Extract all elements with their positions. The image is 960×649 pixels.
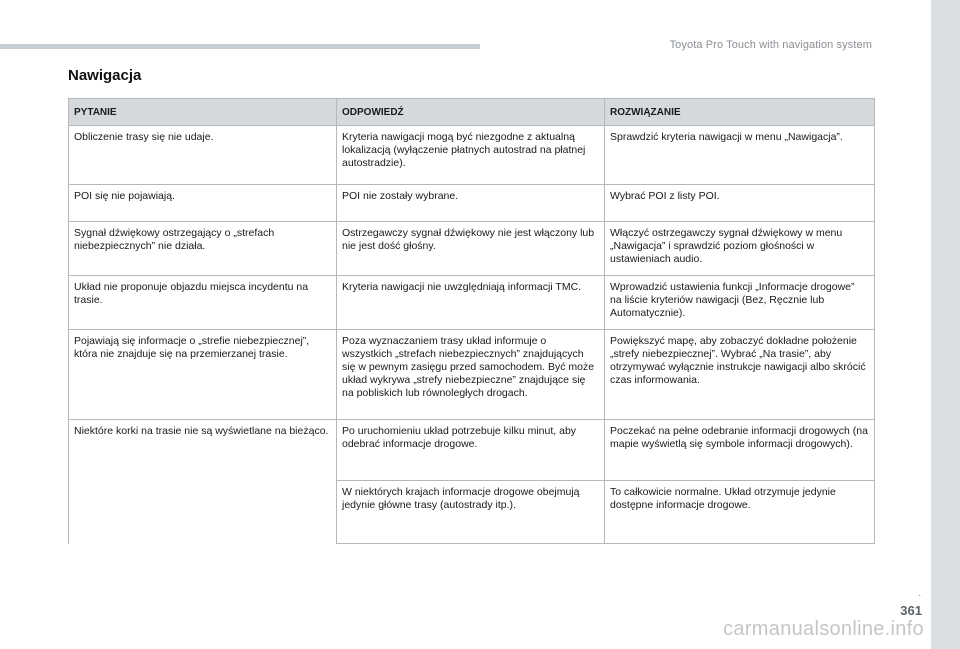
table-row — [69, 330, 875, 420]
running-header: Toyota Pro Touch with navigation system — [669, 39, 872, 51]
question-cell: Układ nie proponuje objazdu miejsca incydentu na trasie. — [69, 276, 337, 330]
solution-cell: To całkowicie normalne. Układ otrzymuje jedynie dostępne informacje drogowe. — [605, 481, 875, 544]
section-title: Nawigacja — [68, 67, 142, 84]
answer-cell: POI nie zostały wybrane. — [337, 185, 605, 222]
top-divider-bar — [0, 44, 480, 49]
answer-cell: Po uruchomieniu układ potrzebuje kilku minut, aby odebrać informacje drogowe. — [337, 420, 605, 481]
page-number: 361 — [900, 603, 922, 618]
column-header-question: PYTANIE — [69, 99, 337, 126]
answer-cell: Ostrzegawczy sygnał dźwiękowy nie jest włączony lub nie jest dość głośny. — [337, 222, 605, 276]
answer-cell: Kryteria nawigacji nie uwzględniają informacji TMC. — [337, 276, 605, 330]
solution-cell: Sprawdzić kryteria nawigacji w menu „Nawigacja”. — [605, 126, 875, 185]
question-cell: Obliczenie trasy się nie udaje. — [69, 126, 337, 185]
watermark: carmanualsonline.info — [723, 618, 924, 640]
answer-cell: W niektórych krajach informacje drogowe obejmują jedynie główne trasy (autostrady itp.). — [337, 481, 605, 544]
solution-cell: Włączyć ostrzegawczy sygnał dźwiękowy w menu „Nawigacja” i sprawdzić poziom głośności w ustawieniach audio. — [605, 222, 875, 276]
question-cell: POI się nie pojawiają. — [69, 185, 337, 222]
question-cell: Niektóre korki na trasie nie są wyświetlane na bieżąco. — [69, 420, 337, 544]
table-row — [69, 222, 875, 276]
page-marker-dot: . — [918, 588, 921, 598]
table-row — [69, 276, 875, 330]
solution-cell: Powiększyć mapę, aby zobaczyć dokładne położenie „strefy niebezpiecznej”. Wybrać „Na trasie”, aby otrzymywać wyłącznie instrukcje nawigacji albo skrócić czas informowania. — [605, 330, 875, 420]
column-header-answer: ODPOWIEDŹ — [337, 99, 605, 126]
table-row — [69, 126, 875, 185]
side-margin-strip — [931, 0, 960, 649]
table-row — [69, 420, 875, 481]
answer-cell: Poza wyznaczaniem trasy układ informuje o wszystkich „strefach niebezpiecznych” znajdujących się w pewnym zasięgu przed samochodem. Być może układ wykrywa „strefy niebezpieczne” znajdujące się na pobliskich lub równoległych drogach. — [337, 330, 605, 420]
question-cell: Sygnał dźwiękowy ostrzegający o „strefach niebezpiecznych” nie działa. — [69, 222, 337, 276]
table-header-row — [69, 99, 875, 126]
column-header-solution: ROZWIĄZANIE — [605, 99, 875, 126]
troubleshooting-table — [68, 98, 875, 544]
answer-cell: Kryteria nawigacji mogą być niezgodne z aktualną lokalizacją (wyłączenie płatnych autostrad na płatnej autostradzie). — [337, 126, 605, 185]
table-row — [69, 185, 875, 222]
solution-cell: Wybrać POI z listy POI. — [605, 185, 875, 222]
solution-cell: Wprowadzić ustawienia funkcji „Informacje drogowe” na liście kryteriów nawigacji (Bez, Ręcznie lub Automatycznie). — [605, 276, 875, 330]
question-cell: Pojawiają się informacje o „strefie niebezpiecznej”, która nie znajduje się na przemierzanej trasie. — [69, 330, 337, 420]
solution-cell: Poczekać na pełne odebranie informacji drogowych (na mapie wyświetlą się symbole informacji drogowych). — [605, 420, 875, 481]
